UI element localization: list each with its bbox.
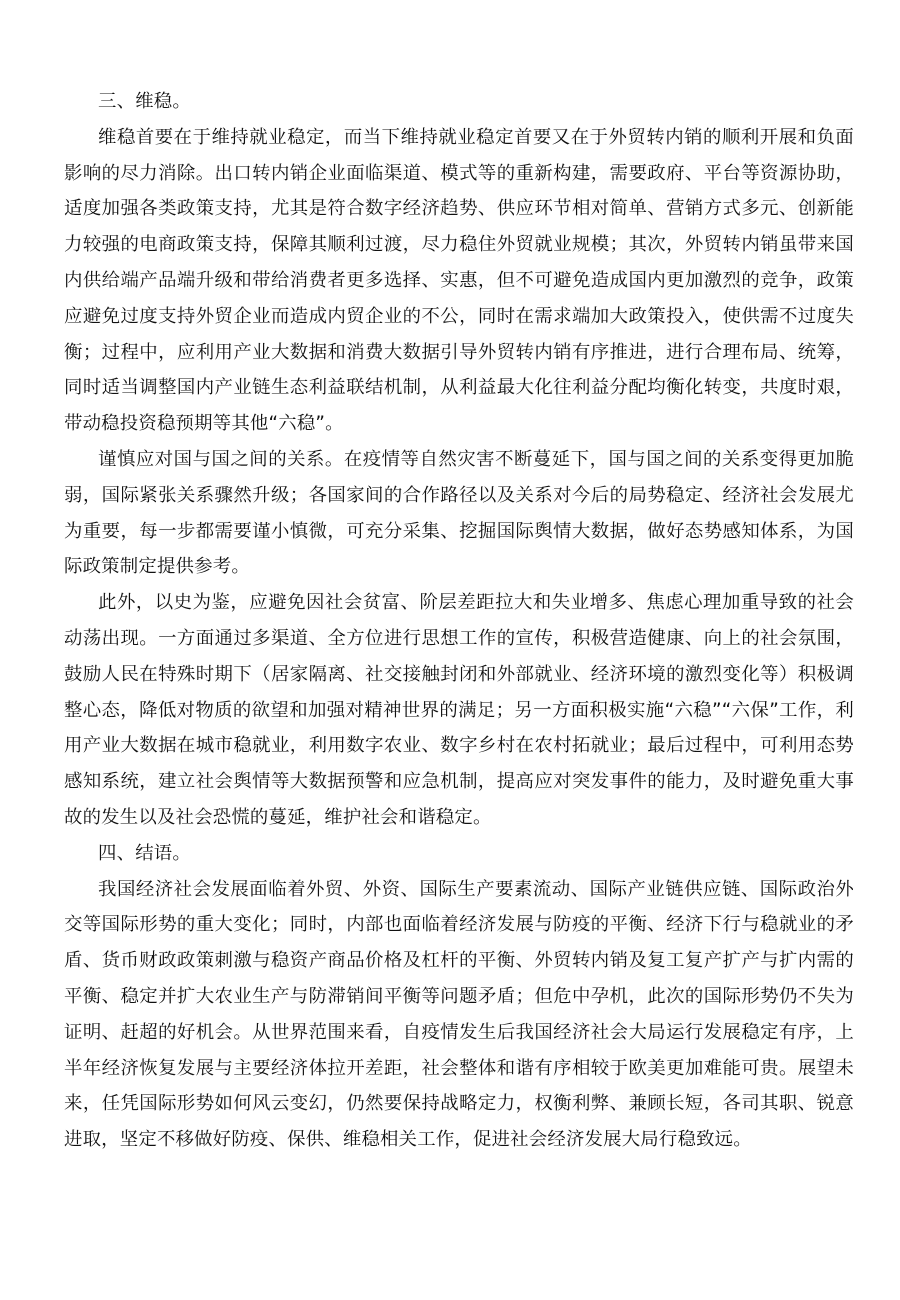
paragraph-international-relations: 谨慎应对国与国之间的关系。在疫情等自然灾害不断蔓延下，国与国之间的关系变得更加脆弱，国际紧张关系骤然升级；各国家间的合作路径以及关系对今后的局势稳定、经济社会发展尤为重要，每一步都需要谨小慎微，可充分采集、挖掘国际舆情大数据，做好态势感知体系，为国际政策制定提供参考。 xyxy=(64,448,854,578)
section-heading-stability: 三、维稳。 xyxy=(98,91,191,112)
section-heading-conclusion: 四、结语。 xyxy=(98,842,191,864)
paragraph-employment-stability: 维稳首要在于维持就业稳定，而当下维持就业稳定首要又在于外贸转内销的顺利开展和负面影响的尽力消除。出口转内销企业面临渠道、模式等的重新构建，需要政府、平台等资源协助，适度加强各类政策支持，尤其是符合数字经济趋势、供应环节相对简单、营销方式多元、创新能力较强的电商政策支持，保障其顺利过渡，尽力稳住外贸就业规模；其次，外贸转内销虽带来国内供给端产品端升级和带给消费者更多选择、实惠，但不可避免造成国内更加激烈的竞争，政策应避免过度支持外贸企业而造成内贸企业的不公，同时在需求端加大政策投入，使供需不过度失衡；过程中，应利用产业大数据和消费大数据引导外贸转内销有序推进，进行合理布局、统筹，同时适当调整国内产业链生态利益联结机制，从利益最大化往利益分配均衡化转变，共度时艰，带动稳投资稳预期等其他“六稳”。 xyxy=(64,126,854,435)
paragraph-conclusion: 我国经济社会发展面临着外贸、外资、国际生产要素流动、国际产业链供应链、国际政治外交等国际形势的重大变化；同时，内部也面临着经济发展与防疫的平衡、经济下行与稳就业的矛盾、货币财政政策刺激与稳资产商品价格及杠杆的平衡、外贸转内销及复工复产扩产与扩内需的平衡、稳定并扩大农业生产与防滞销间平衡等问题矛盾；但危中孕机，此次的国际形势仍不失为证明、赶超的好机会。从世界范围来看，自疫情发生后我国经济社会大局运行发展稳定有序，上半年经济恢复发展与主要经济体拉开差距，社会整体和谐有序相较于欧美更加难能可贵。展望未来，任凭国际形势如何风云变幻，仍然要保持战略定力，权衡利弊、兼顾长短，各司其职、锐意进取，坚定不移做好防疫、保供、维稳相关工作，促进社会经济发展大局行稳致远。 xyxy=(64,878,854,1151)
document-body xyxy=(64,84,854,1158)
paragraph-social-stability: 此外，以史为鉴，应避免因社会贫富、阶层差距拉大和失业增多、焦虑心理加重导致的社会动荡出现。一方面通过多渠道、全方位进行思想工作的宣传，积极营造健康、向上的社会氛围，鼓励人民在特殊时期下（居家隔离、社交接触封闭和外部就业、经济环境的激烈变化等）积极调整心态，降低对物质的欲望和加强对精神世界的满足；另一方面积极实施“六稳”“六保”工作，利用产业大数据在城市稳就业，利用数字农业、数字乡村在农村拓就业；最后过程中，可利用态势感知系统，建立社会舆情等大数据预警和应急机制，提高应对突发事件的能力，及时避免重大事故的发生以及社会恐慌的蔓延，维护社会和谐稳定。 xyxy=(64,592,854,828)
